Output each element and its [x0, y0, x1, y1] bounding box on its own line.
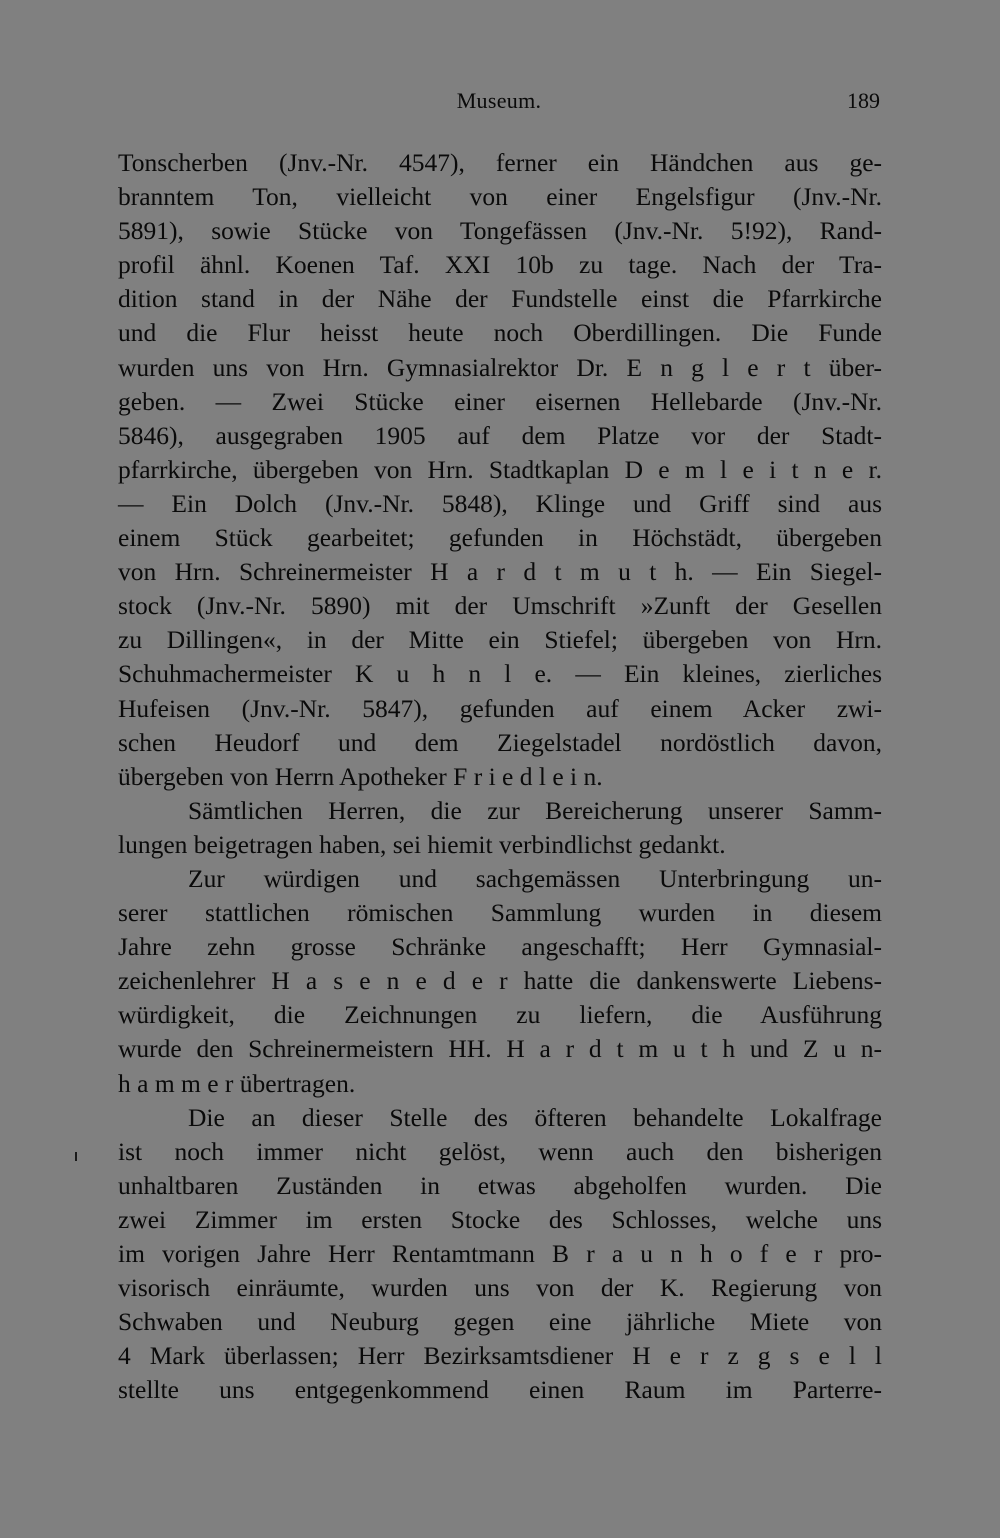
text-line: 5891), sowie Stücke von Tongefässen (Jnv.-Nr. 5!92), Rand-: [118, 216, 882, 246]
text-line: zwei Zimmer im ersten Stocke des Schlosses, welche uns: [118, 1204, 882, 1234]
text-line: einem Stück gearbeitet; gefunden in Höchstädt, übergeben: [118, 523, 882, 553]
text-line: 5846), ausgegraben 1905 auf dem Platze vor der Stadt-: [118, 420, 882, 450]
text-line: wurden uns von Hrn. Gymnasialrektor Dr. E n g l e r t über-: [118, 352, 882, 382]
text-line: serer stattlichen römischen Sammlung wurden in diesem: [118, 898, 882, 928]
text-line: und die Flur heisst heute noch Oberdillingen. Die Funde: [118, 318, 882, 348]
text-line: übergeben von Herrn Apotheker F r i e d l e i n.: [118, 761, 603, 791]
text-line: Hufeisen (Jnv.-Nr. 5847), gefunden auf einem Acker zwi-: [118, 693, 882, 723]
text-line: von Hrn. Schreinermeister H a r d t m u t h. — Ein Siegel-: [118, 557, 882, 587]
text-line: Jahre zehn grosse Schränke angeschafft; Herr Gymnasial-: [118, 932, 882, 962]
running-title: Museum.: [456, 88, 542, 113]
text-line: wurde den Schreinermeistern HH. H a r d t m u t h und Z u n-: [118, 1034, 882, 1064]
text-line: 4 Mark überlassen; Herr Bezirksamtsdiener H e r z g s e l l: [118, 1341, 882, 1371]
text-line: zu Dillingen«, in der Mitte ein Stiefel; übergeben von Hrn.: [118, 625, 882, 655]
text-line: stock (Jnv.-Nr. 5890) mit der Umschrift »Zunft der Gesellen: [118, 591, 882, 621]
text-line: Zur würdigen und sachgemässen Unterbringung un-: [188, 863, 882, 893]
text-line: h a m m e r übertragen.: [118, 1068, 356, 1098]
text-line: profil ähnl. Koenen Taf. XXI 10b zu tage. Nach der Tra-: [118, 250, 882, 280]
text-line: branntem Ton, vielleicht von einer Engelsfigur (Jnv.-Nr.: [118, 182, 882, 212]
stray-ink-mark: [75, 1152, 77, 1161]
text-line: im vorigen Jahre Herr Rentamtmann B r a u n h o f e r pro-: [118, 1239, 882, 1268]
text-line: zeichenlehrer H a s e n e d e r hatte die dankenswerte Liebens-: [118, 966, 882, 996]
page-number: 189: [847, 88, 880, 113]
body-text: [118, 146, 882, 1407]
text-line: Tonscherben (Jnv.-Nr. 4547), ferner ein Händchen aus ge-: [118, 148, 882, 177]
text-line: Sämtlichen Herren, die zur Bereicherung unserer Samm-: [188, 795, 882, 825]
text-line: geben. — Zwei Stücke einer eisernen Hellebarde (Jnv.-Nr.: [118, 386, 882, 416]
text-line: pfarrkirche, übergeben von Hrn. Stadtkaplan D e m l e i t n e r.: [118, 454, 882, 484]
text-line: Schuhmachermeister K u h n l e. — Ein kleines, zierliches: [118, 659, 882, 689]
text-line: Schwaben und Neuburg gegen eine jährliche Miete von: [118, 1307, 882, 1337]
text-line: unhaltbaren Zuständen in etwas abgeholfen wurden. Die: [118, 1170, 882, 1200]
running-head: [118, 88, 880, 118]
text-line: dition stand in der Nähe der Fundstelle einst die Pfarrkirche: [118, 284, 882, 314]
text-line: lungen beigetragen haben, sei hiemit verbindlichst gedankt.: [118, 829, 726, 859]
text-line: visorisch einräumte, wurden uns von der K. Regierung von: [118, 1273, 882, 1303]
text-line: ist noch immer nicht gelöst, wenn auch den bisherigen: [118, 1136, 882, 1166]
text-line: stellte uns entgegenkommend einen Raum im Parterre-: [118, 1375, 882, 1405]
text-line: schen Heudorf und dem Ziegelstadel nordöstlich davon,: [118, 727, 882, 757]
text-line: Die an dieser Stelle des öfteren behandelte Lokalfrage: [188, 1102, 882, 1132]
text-line: würdigkeit, die Zeichnungen zu liefern, die Ausführung: [118, 1000, 882, 1030]
text-line: — Ein Dolch (Jnv.-Nr. 5848), Klinge und Griff sind aus: [118, 488, 882, 518]
